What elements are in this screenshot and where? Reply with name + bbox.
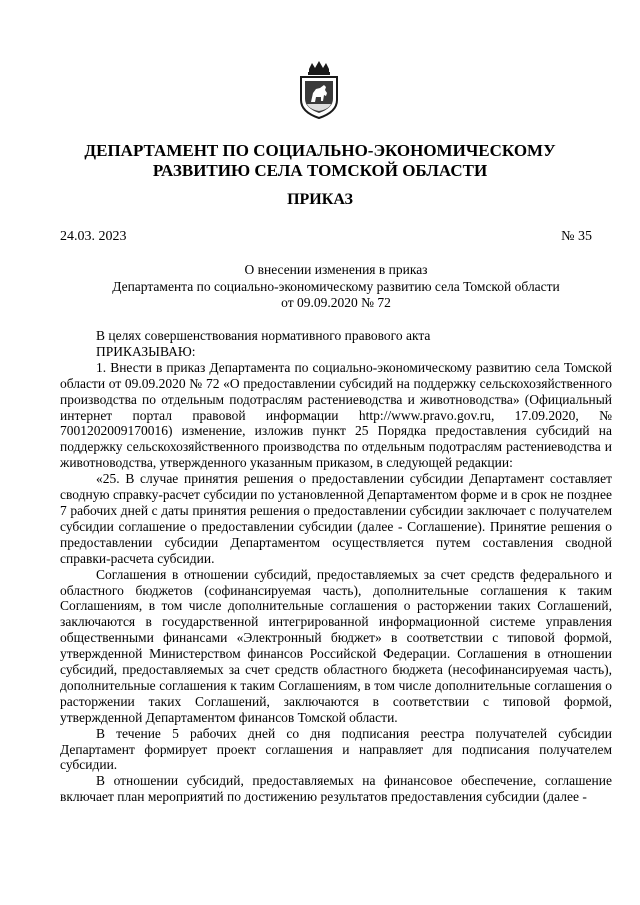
subject-line-1: О внесении изменения в приказ	[244, 262, 428, 277]
document-subject	[60, 262, 612, 312]
department-line-2: РАЗВИТИЮ СЕЛА ТОМСКОЙ ОБЛАСТИ	[152, 161, 488, 180]
paragraph-financial-support: В отношении субсидий, предоставляемых на финансовое обеспечение, соглашение включает план мероприятий по достижению результатов предоставления субсидии (далее -	[60, 773, 612, 805]
document-date: 24.03. 2023	[60, 229, 127, 244]
paragraph-point-25: «25. В случае принятия решения о предоставлении субсидии Департамент составляет сводную справку-расчет субсидии по установленной Департаментом форме и в срок не позднее 7 рабочих дней с даты принятия решения о предоставлении субсидии заключает с получателем субсидии соглашение о предоставлении субсидии (далее - Соглашение). Принятие решения о предоставлении субсидии Департаментом осуществляется путем составления сводной справки-расчета субсидии.	[60, 471, 612, 566]
document-body	[60, 328, 612, 805]
subject-line-3: от 09.09.2020 № 72	[281, 295, 391, 310]
document-number: № 35	[561, 229, 592, 244]
paragraph-five-days: В течение 5 рабочих дней со дня подписания реестра получателей субсидии Департамент формирует проект соглашения и направляет для подписания получателем субсидии.	[60, 725, 612, 773]
paragraph-item-1: 1. Внести в приказ Департамента по социально-экономическому развитию села Томской области от 09.09.2020 № 72 «О предоставлении субсидий на поддержку сельскохозяйственного производства по отдельным подотраслям растениеводства и животноводства» (Официальный интернет портал правовой информации http://www.pravo.gov.ru, 17.09.2020, № 7001202009170016) изменение, изложив пункт 25 Порядка предоставления субсидий на поддержку сельскохозяйственного производства по отдельным подотраслям растениеводства и животноводства, утвержденного указанным приказом, в следующей редакции:	[60, 359, 612, 471]
subject-line-2: Департамента по социально-экономическому развитию села Томской области	[112, 278, 560, 294]
paragraph-order: ПРИКАЗЫВАЮ:	[96, 343, 196, 359]
coat-of-arms-icon	[296, 60, 342, 120]
document-type: ПРИКАЗ	[287, 191, 353, 208]
paragraph-preamble: В целях совершенствования нормативного правового акта	[96, 328, 431, 343]
department-line-1: ДЕПАРТАМЕНТ ПО СОЦИАЛЬНО-ЭКОНОМИЧЕСКОМУ	[84, 141, 556, 160]
paragraph-agreements: Соглашения в отношении субсидий, предоставляемых за счет средств федерального и областного бюджетов (софинансируемая часть), дополнительные соглашения к таким Соглашениям, в том числе дополнительные соглашения о расторжении таких Соглашений, заключаются в государственной интегрированной информационной системе управления общественными финансами «Электронный бюджет» в соответствии с типовой формой, утвержденной Министерством финансов Российской Федерации. Соглашения в отношении субсидий, предоставляемых за счет средств областного бюджета (несофинансируемая часть), дополнительные соглашения к таким Соглашениям, в том числе дополнительные соглашения о расторжении таких Соглашений, заключаются в соответствии с типовой формой, утвержденной Департаментом финансов Томской области.	[60, 566, 612, 725]
department-name	[60, 141, 580, 181]
